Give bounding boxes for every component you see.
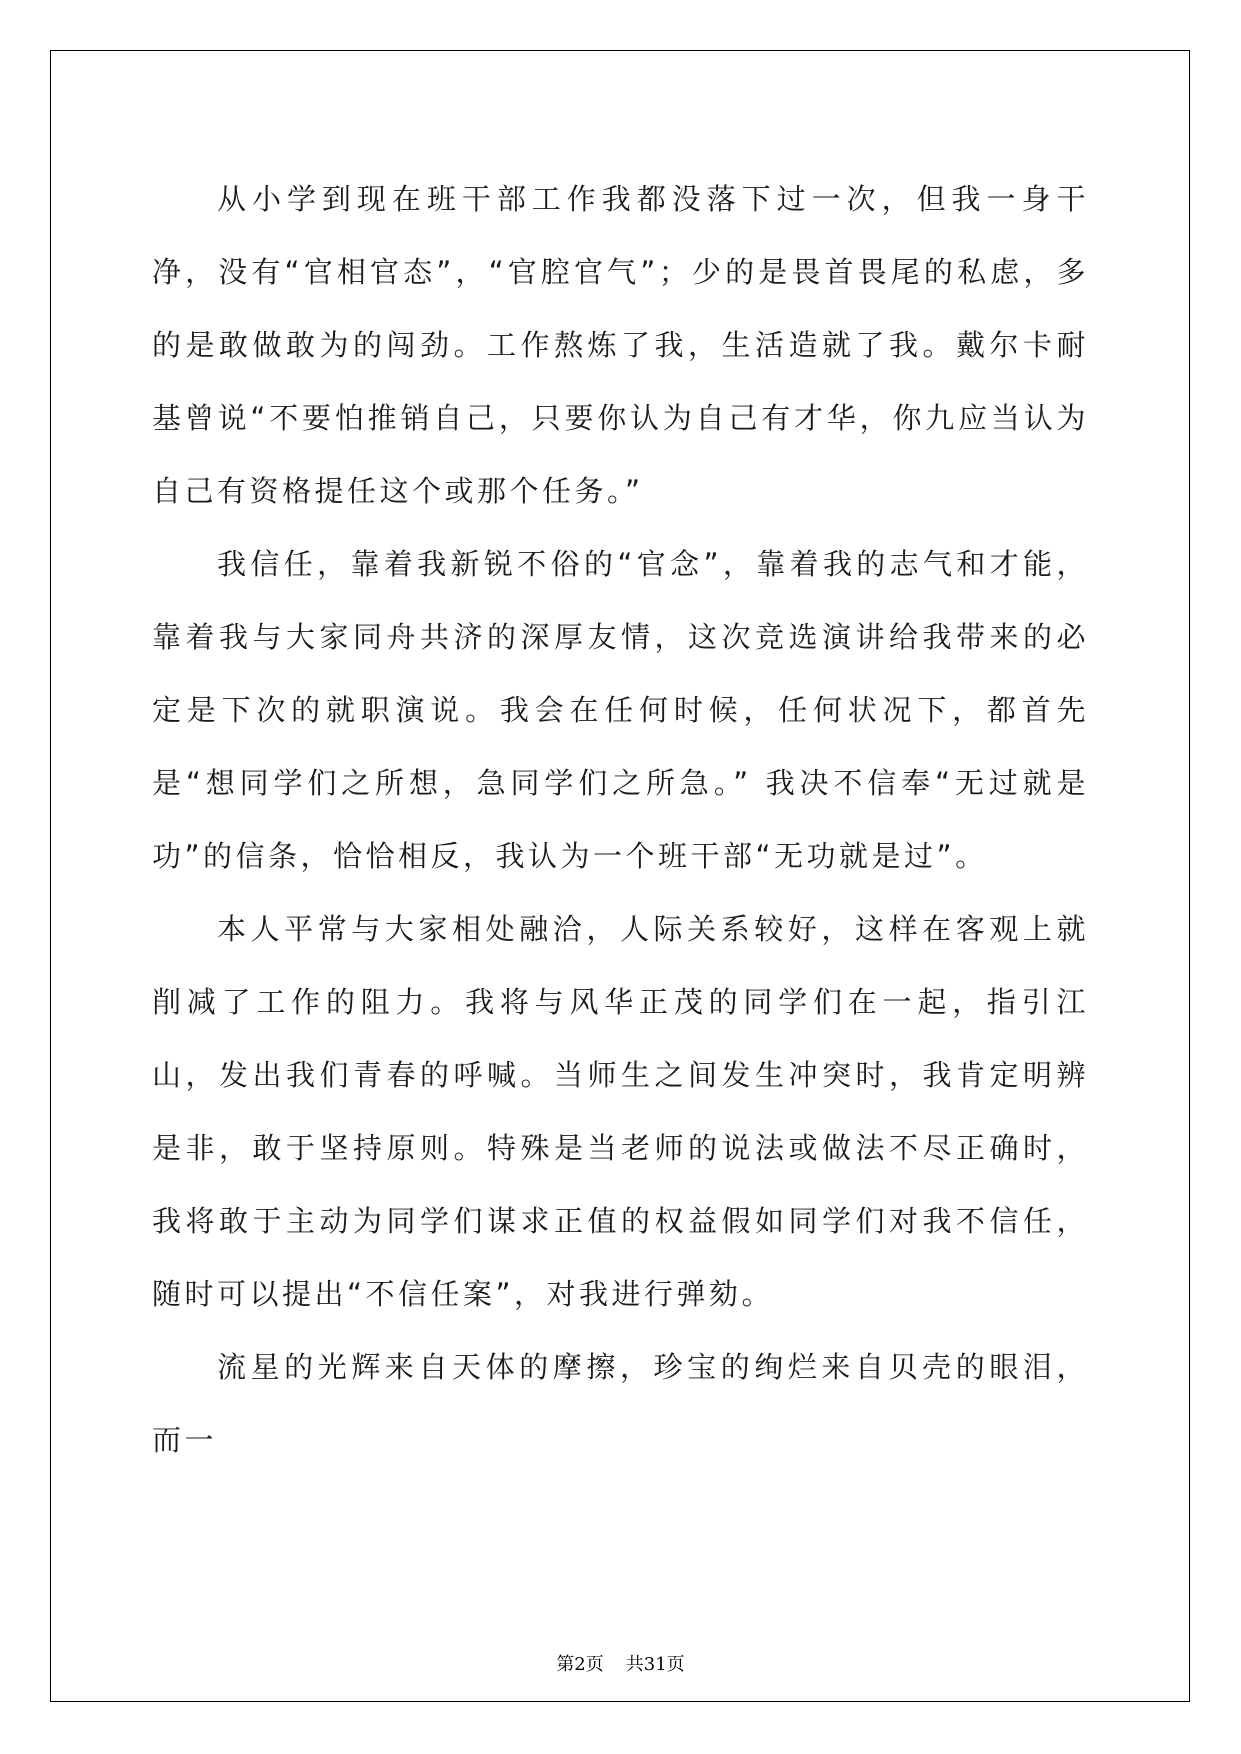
paragraph-4: 流星的光辉来自天体的摩擦，珍宝的绚烂来自贝壳的眼泪，而一	[152, 1350, 1089, 1457]
document-body	[152, 163, 1089, 1477]
page-total: 共31页	[625, 1654, 685, 1675]
page-number: 第2页	[556, 1654, 604, 1675]
paragraph-1: 从小学到现在班干部工作我都没落下过一次，但我一身干净，没有“官相官态”，“官腔官气”；少的是畏首畏尾的私虑，多的是敢做敢为的闯劲。工作熬炼了我，生活造就了我。戴尔卡耐基曾说“不要怕推销自己，只要你认为自己有才华，你九应当认为自己有资格提任这个或那个任务。”	[152, 182, 1089, 508]
page-footer	[0, 1650, 1241, 1676]
paragraph-2: 我信任，靠着我新锐不俗的“官念”，靠着我的志气和才能，靠着我与大家同舟共济的深厚友情，这次竞选演讲给我带来的必定是下次的就职演说。我会在任何时候，任何状况下，都首先是“想同学们之所想，急同学们之所急。” 我决不信奉“无过就是功”的信条，恰恰相反，我认为一个班干部“无功就是过”。	[152, 547, 1089, 873]
paragraph-3: 本人平常与大家相处融洽，人际关系较好，这样在客观上就削减了工作的阻力。我将与风华正茂的同学们在一起，指引江山，发出我们青春的呼喊。当师生之间发生冲突时，我肯定明辨是非，敢于坚持原则。特殊是当老师的说法或做法不尽正确时，我将敢于主动为同学们谋求正值的权益假如同学们对我不信任，随时可以提出“不信任案”，对我进行弹劾。	[152, 912, 1089, 1311]
